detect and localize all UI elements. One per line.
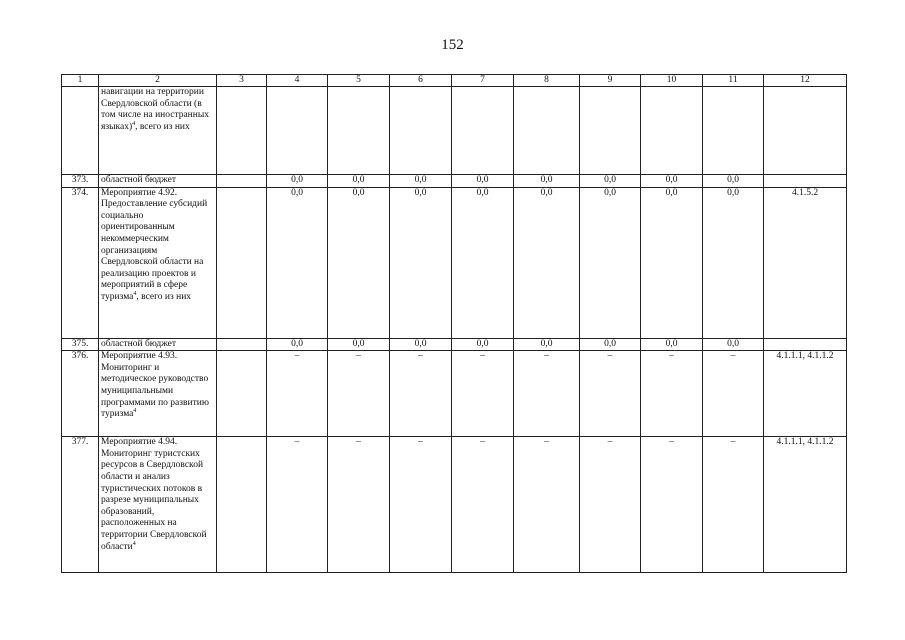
cell xyxy=(703,87,764,175)
value-cell: – xyxy=(390,351,452,437)
column-header: 8 xyxy=(514,75,580,87)
row-description: областной бюджет xyxy=(99,338,217,351)
goal-code: 4.1.5.2 xyxy=(764,187,847,338)
value-cell: 0,0 xyxy=(641,175,703,188)
value-cell: 0,0 xyxy=(328,187,390,338)
row-description: Мероприятие 4.92. Предоставление субсидий социально ориентированным некоммерческим организациям Свердловской области на реализацию проектов и мероприятий в сфере туризма$^4$, всего из них xyxy=(99,187,217,338)
row-description: навигации на территории Свердловской области (в том числе на иностранных языках)$^4$, всего из них xyxy=(99,87,217,175)
column-header: 1 xyxy=(62,75,99,87)
value-cell: – xyxy=(703,437,764,573)
cell xyxy=(390,87,452,175)
value-cell: 0,0 xyxy=(328,338,390,351)
cell xyxy=(217,338,267,351)
value-cell: 0,0 xyxy=(580,175,641,188)
value-cell: 0,0 xyxy=(452,338,514,351)
cell xyxy=(217,187,267,338)
value-cell: – xyxy=(328,351,390,437)
table-row xyxy=(62,351,847,437)
value-cell: 0,0 xyxy=(514,187,580,338)
cell xyxy=(580,87,641,175)
column-header: 3 xyxy=(217,75,267,87)
value-cell: 0,0 xyxy=(267,175,328,188)
cell xyxy=(452,87,514,175)
cell xyxy=(217,175,267,188)
value-cell: 0,0 xyxy=(641,338,703,351)
table-row xyxy=(62,437,847,573)
column-header: 7 xyxy=(452,75,514,87)
cell xyxy=(267,87,328,175)
value-cell: – xyxy=(641,351,703,437)
value-cell: – xyxy=(267,437,328,573)
value-cell: 0,0 xyxy=(703,338,764,351)
page-number: 152 xyxy=(441,37,464,53)
value-cell: 0,0 xyxy=(452,175,514,188)
value-cell: 0,0 xyxy=(641,187,703,338)
budget-table xyxy=(61,74,847,573)
value-cell: – xyxy=(641,437,703,573)
row-number: 374. xyxy=(62,187,99,338)
table-row xyxy=(62,87,847,175)
cell xyxy=(217,351,267,437)
value-cell: – xyxy=(703,351,764,437)
column-header: 2 xyxy=(99,75,217,87)
value-cell: – xyxy=(580,437,641,573)
column-header: 6 xyxy=(390,75,452,87)
column-header: 10 xyxy=(641,75,703,87)
value-cell: – xyxy=(580,351,641,437)
value-cell: 0,0 xyxy=(267,338,328,351)
cell xyxy=(764,338,847,351)
cell xyxy=(764,87,847,175)
row-number: 375. xyxy=(62,338,99,351)
value-cell: – xyxy=(328,437,390,573)
cell xyxy=(328,87,390,175)
cell xyxy=(217,87,267,175)
column-header: 9 xyxy=(580,75,641,87)
value-cell: 0,0 xyxy=(514,175,580,188)
cell xyxy=(764,175,847,188)
row-number xyxy=(62,87,99,175)
goal-code: 4.1.1.1, 4.1.1.2 xyxy=(764,437,847,573)
value-cell: – xyxy=(390,437,452,573)
value-cell: – xyxy=(514,437,580,573)
cell xyxy=(641,87,703,175)
value-cell: 0,0 xyxy=(580,338,641,351)
table-row xyxy=(62,187,847,338)
column-header: 11 xyxy=(703,75,764,87)
row-description: Мероприятие 4.93. Мониторинг и методическое руководство муниципальными программами по развитию туризма$^4$ xyxy=(99,351,217,437)
row-description: Мероприятие 4.94. Мониторинг туристских ресурсов в Свердловской области и анализ туристических потоков в разрезе муниципальных образований, расположенных на территории Свердловской области$^4$ xyxy=(99,437,217,573)
value-cell: 0,0 xyxy=(328,175,390,188)
row-number: 376. xyxy=(62,351,99,437)
row-number: 373. xyxy=(62,175,99,188)
column-header: 12 xyxy=(764,75,847,87)
row-number: 377. xyxy=(62,437,99,573)
column-header: 4 xyxy=(267,75,328,87)
cell xyxy=(217,437,267,573)
table-row xyxy=(62,175,847,188)
value-cell: 0,0 xyxy=(390,175,452,188)
cell xyxy=(514,87,580,175)
value-cell: 0,0 xyxy=(514,338,580,351)
header-row xyxy=(62,75,847,87)
value-cell: – xyxy=(514,351,580,437)
table-row xyxy=(62,338,847,351)
value-cell: 0,0 xyxy=(452,187,514,338)
column-header: 5 xyxy=(328,75,390,87)
value-cell: 0,0 xyxy=(390,338,452,351)
goal-code: 4.1.1.1, 4.1.1.2 xyxy=(764,351,847,437)
value-cell: 0,0 xyxy=(580,187,641,338)
value-cell: 0,0 xyxy=(390,187,452,338)
value-cell: – xyxy=(267,351,328,437)
value-cell: 0,0 xyxy=(703,187,764,338)
value-cell: 0,0 xyxy=(267,187,328,338)
row-description: областной бюджет xyxy=(99,175,217,188)
value-cell: 0,0 xyxy=(703,175,764,188)
value-cell: – xyxy=(452,437,514,573)
value-cell: – xyxy=(452,351,514,437)
